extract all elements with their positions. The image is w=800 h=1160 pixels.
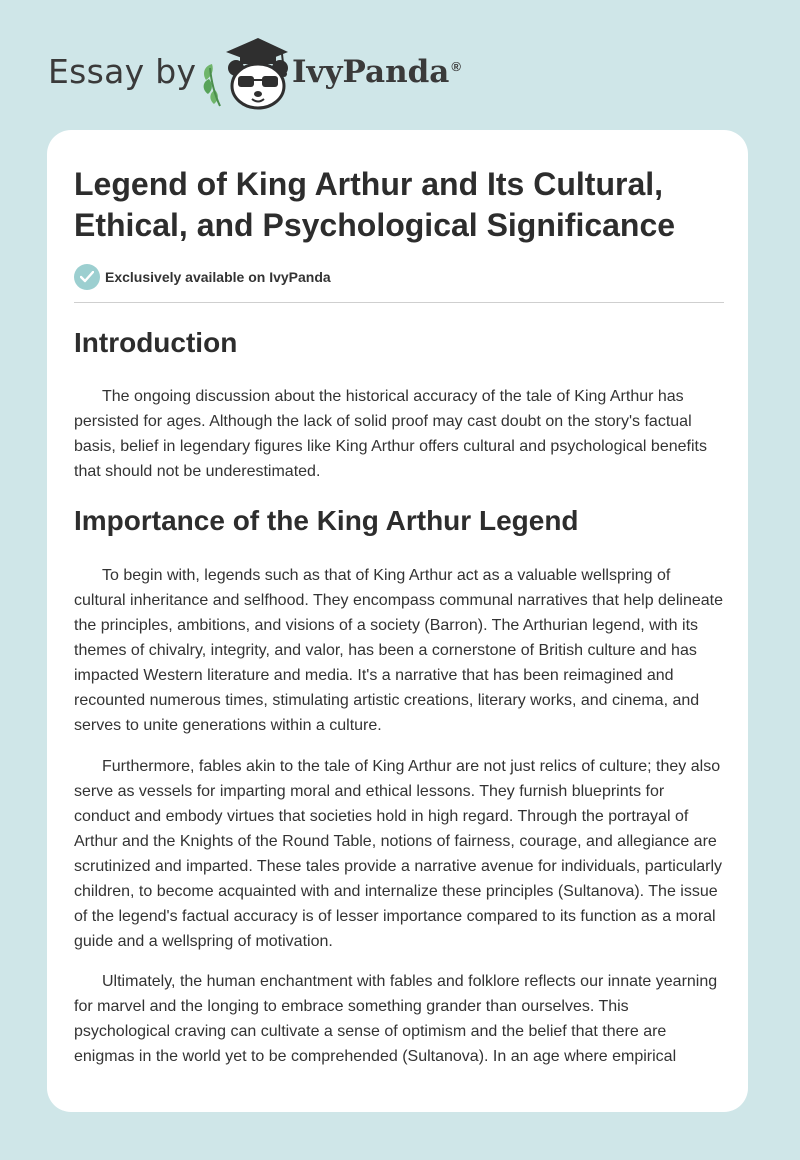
- exclusive-label: Exclusively available on IvyPanda: [105, 269, 331, 285]
- checkmark-icon: [74, 264, 100, 290]
- exclusive-badge: [74, 264, 724, 290]
- section-heading-introduction: Introduction: [74, 327, 238, 358]
- registered-mark: ®: [451, 58, 461, 74]
- brand-prefix: Essay by: [48, 52, 197, 91]
- brand-name: IvyPanda ®: [292, 54, 461, 90]
- page-title: Legend of King Arthur and Its Cultural, Ethical, and Psychological Significance: [74, 166, 676, 243]
- paragraph: The ongoing discussion about the historical accuracy of the tale of King Arthur has persisted for ages. Although the lack of solid proof may cast doubt on the story's factual basis, belief in legendary figures like King Arthur offers cultural and psychological benefits that should not be underestimated.: [74, 388, 707, 480]
- paragraph: Ultimately, the human enchantment with fables and folklore reflects our innate yearning for marvel and the longing to embrace something grander than ourselves. This psychological craving can cultivate a sense of optimism and the belief that there are enigmas in the world yet to be comprehended (Sultanova). In an age where empirical: [74, 973, 718, 1065]
- essay-card: [47, 130, 748, 1112]
- paragraph: To begin with, legends such as that of King Arthur act as a valuable wellspring of cultural inheritance and selfhood. They encompass communal narratives that help delineate the principles, ambitions, and visions of a society (Barron). The Arthurian legend, with its themes of chivalry, integrity, and valor, has been a cornerstone of British culture and has impacted Western literature and media. It's a narrative that has been reimagined and recounted numerous times, stimulating artistic creations, literary works, and cinema, and serves to unite generations within a culture.: [74, 567, 723, 734]
- title-divider: [74, 302, 724, 303]
- panda-graduate-logo-icon: [200, 34, 290, 110]
- section-heading-importance: Importance of the King Arthur Legend: [74, 505, 579, 536]
- site-brand[interactable]: [48, 34, 548, 114]
- paragraph: Furthermore, fables akin to the tale of King Arthur are not just relics of culture; they also serve as vessels for imparting moral and ethical lessons. They furnish blueprints for conduct and embody virtues that societies hold in high regard. Through the portrayal of Arthur and the Knights of the Round Table, notions of fairness, courage, and allegiance are scrutinized and imparted. These tales provide a narrative avenue for individuals, particularly children, to become acquainted with and internalize these principles (Sultanova). The issue of the legend's factual accuracy is of lesser importance compared to its function as a moral guide and a wellspring of motivation.: [74, 758, 723, 950]
